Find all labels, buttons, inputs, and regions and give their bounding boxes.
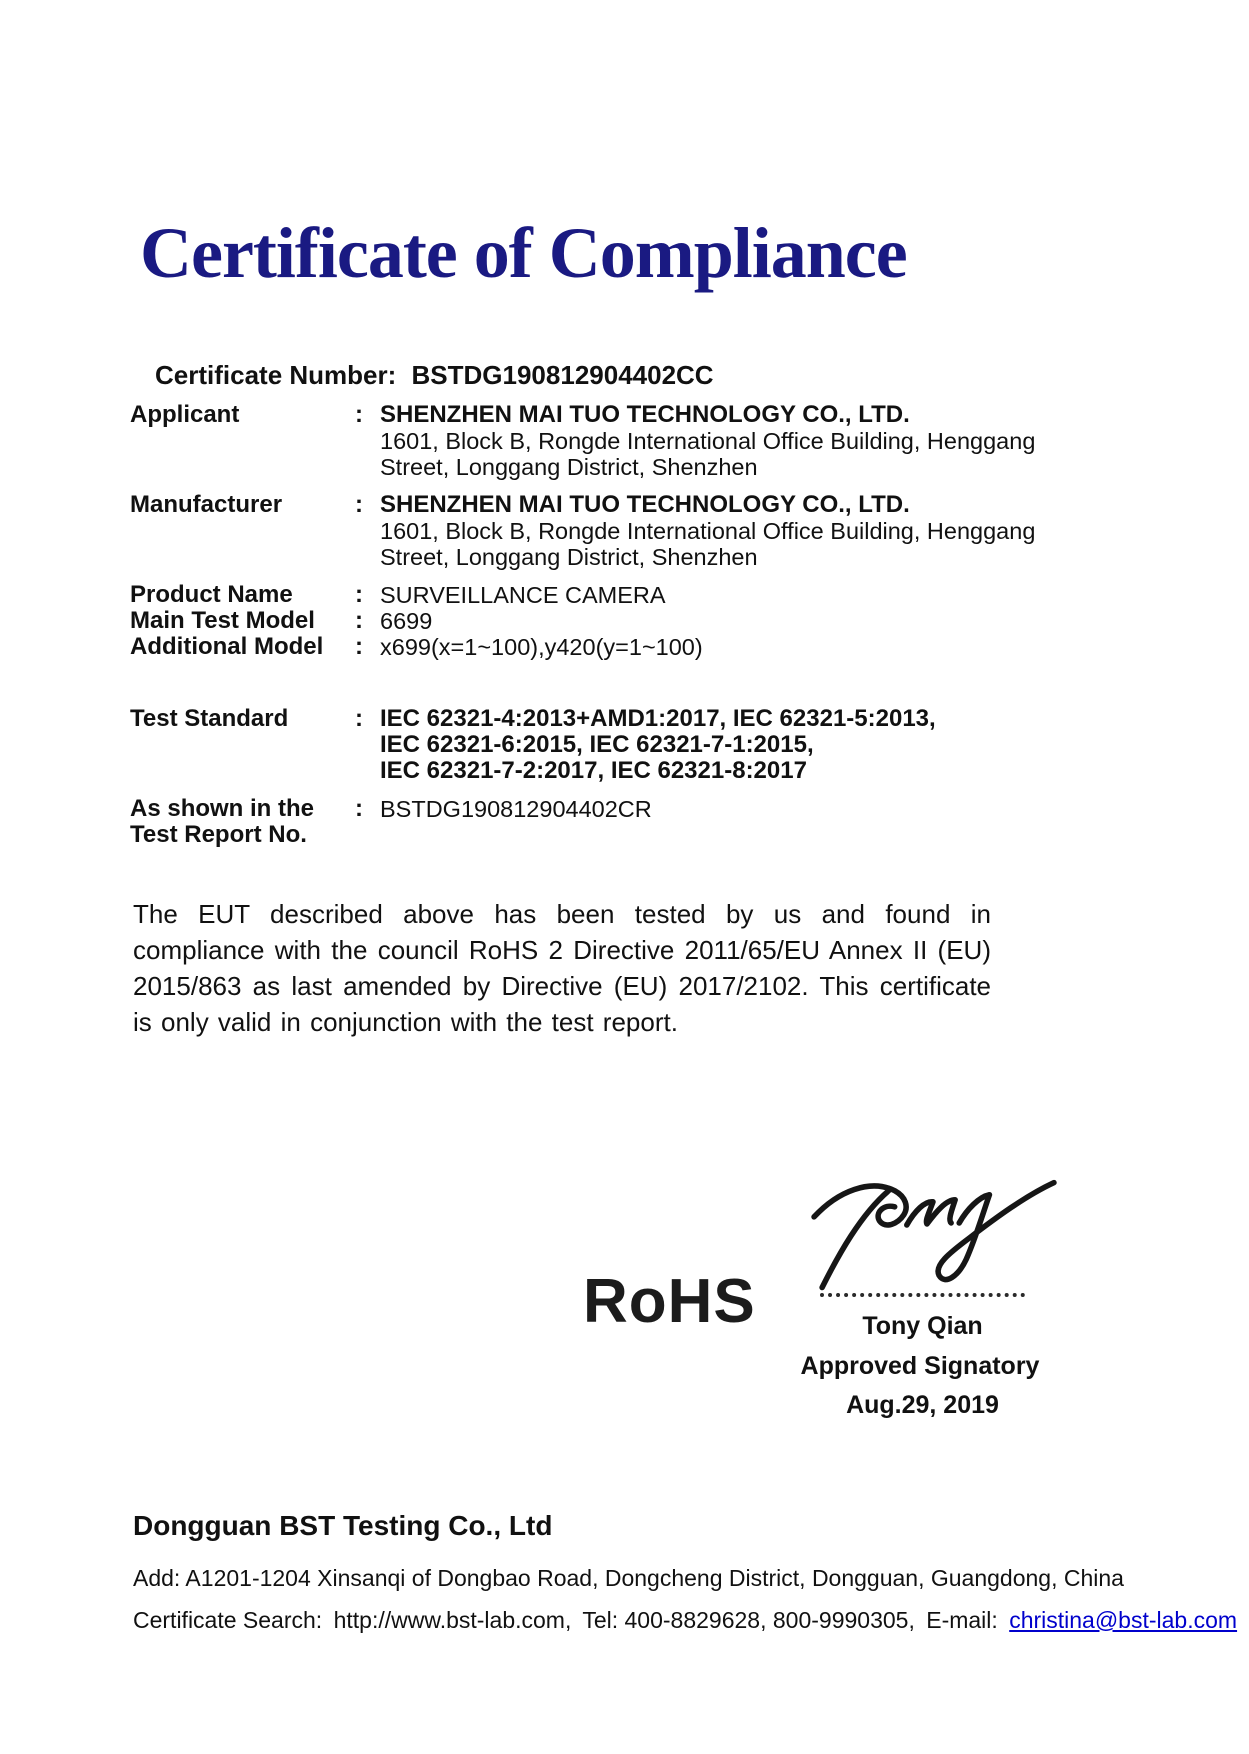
- main-test-model-label: Main Test Model: [130, 607, 315, 634]
- test-report-label: [130, 796, 355, 848]
- signature-date: Aug.29, 2019: [846, 1391, 999, 1419]
- footer-telephone: Tel: 400-8829628, 800-9990305,: [582, 1607, 915, 1633]
- footer-email-label: E-mail:: [926, 1607, 998, 1633]
- certificate-search-label: Certificate Search:: [133, 1607, 323, 1633]
- footer-search-line: [133, 1607, 1237, 1634]
- test-report-label-line1: As shown in the: [130, 795, 315, 822]
- certificate-search-url: http://www.bst-lab.com,: [333, 1607, 572, 1633]
- signature-dotted-line: [820, 1293, 1025, 1297]
- footer-address: Add: A1201-1204 Xinsanqi of Dongbao Road, Dongcheng District, Dongguan, Guangdong, China: [133, 1565, 1124, 1591]
- applicant-row: [130, 402, 1070, 480]
- manufacturer-row: [130, 492, 1070, 570]
- test-standard-colon: :: [355, 705, 363, 732]
- main-test-model-row: [130, 608, 703, 634]
- additional-model-colon: :: [355, 633, 363, 660]
- main-test-model-value: 6699: [380, 608, 433, 634]
- manufacturer-value: [380, 492, 1035, 570]
- footer-email-link[interactable]: christina@bst-lab.com: [1009, 1607, 1238, 1633]
- manufacturer-address-line1: 1601, Block B, Rongde International Office Building, Henggang: [380, 518, 1036, 544]
- test-standard-value: [380, 706, 936, 784]
- test-standard-line1: IEC 62321-4:2013+AMD1:2017, IEC 62321-5:2013,: [380, 705, 936, 732]
- test-standard-line3: IEC 62321-7-2:2017, IEC 62321-8:2017: [380, 757, 807, 784]
- test-report-label-line2: Test Report No.: [130, 821, 307, 848]
- test-standard-label: Test Standard: [130, 705, 289, 732]
- additional-model-row: [130, 634, 703, 660]
- signature-image: [808, 1160, 1060, 1296]
- product-models-block: [130, 582, 703, 660]
- product-name-label: Product Name: [130, 581, 293, 608]
- additional-model-value: x699(x=1~100),y420(y=1~100): [380, 634, 703, 660]
- signer-name: Tony Qian: [862, 1312, 983, 1340]
- manufacturer-name: SHENZHEN MAI TUO TECHNOLOGY CO., LTD.: [380, 491, 910, 518]
- additional-model-label: Additional Model: [130, 633, 324, 660]
- product-name-value: SURVEILLANCE CAMERA: [380, 582, 666, 608]
- certificate-number-label: Certificate Number:: [155, 360, 397, 390]
- compliance-statement: The EUT described above has been tested by us and found in compliance with the council RoHS 2 Directive 2011/65/EU Annex II (EU) 2015/863 as last amended by Directive (EU) 2017/2102. This certificate is only valid in conjunction with the test report.: [133, 899, 991, 1037]
- test-report-value: BSTDG190812904402CR: [380, 796, 652, 822]
- test-report-colon: :: [355, 795, 363, 822]
- rohs-logo: RoHS: [583, 1267, 756, 1336]
- applicant-address-line2: Street, Longgang District, Shenzhen: [380, 454, 758, 480]
- test-standard-row: [130, 706, 1070, 784]
- manufacturer-address-line2: Street, Longgang District, Shenzhen: [380, 544, 758, 570]
- applicant-address-line1: 1601, Block B, Rongde International Office Building, Henggang: [380, 428, 1036, 454]
- page-title: Certificate of Compliance: [140, 213, 907, 293]
- test-standard-line2: IEC 62321-6:2015, IEC 62321-7-1:2015,: [380, 731, 814, 758]
- test-report-row: [130, 796, 1070, 848]
- applicant-value: [380, 402, 1035, 480]
- applicant-name: SHENZHEN MAI TUO TECHNOLOGY CO., LTD.: [380, 401, 910, 428]
- signer-title: Approved Signatory: [800, 1352, 1040, 1380]
- main-test-model-colon: :: [355, 607, 363, 634]
- manufacturer-colon: :: [355, 491, 363, 518]
- footer-company-name: Dongguan BST Testing Co., Ltd: [133, 1510, 553, 1541]
- certificate-number-value: BSTDG190812904402CC: [411, 360, 714, 390]
- certificate-number-line: [155, 360, 714, 391]
- product-name-row: [130, 582, 703, 608]
- manufacturer-label: Manufacturer: [130, 491, 283, 518]
- applicant-label: Applicant: [130, 401, 240, 428]
- product-name-colon: :: [355, 581, 363, 608]
- applicant-colon: :: [355, 401, 363, 428]
